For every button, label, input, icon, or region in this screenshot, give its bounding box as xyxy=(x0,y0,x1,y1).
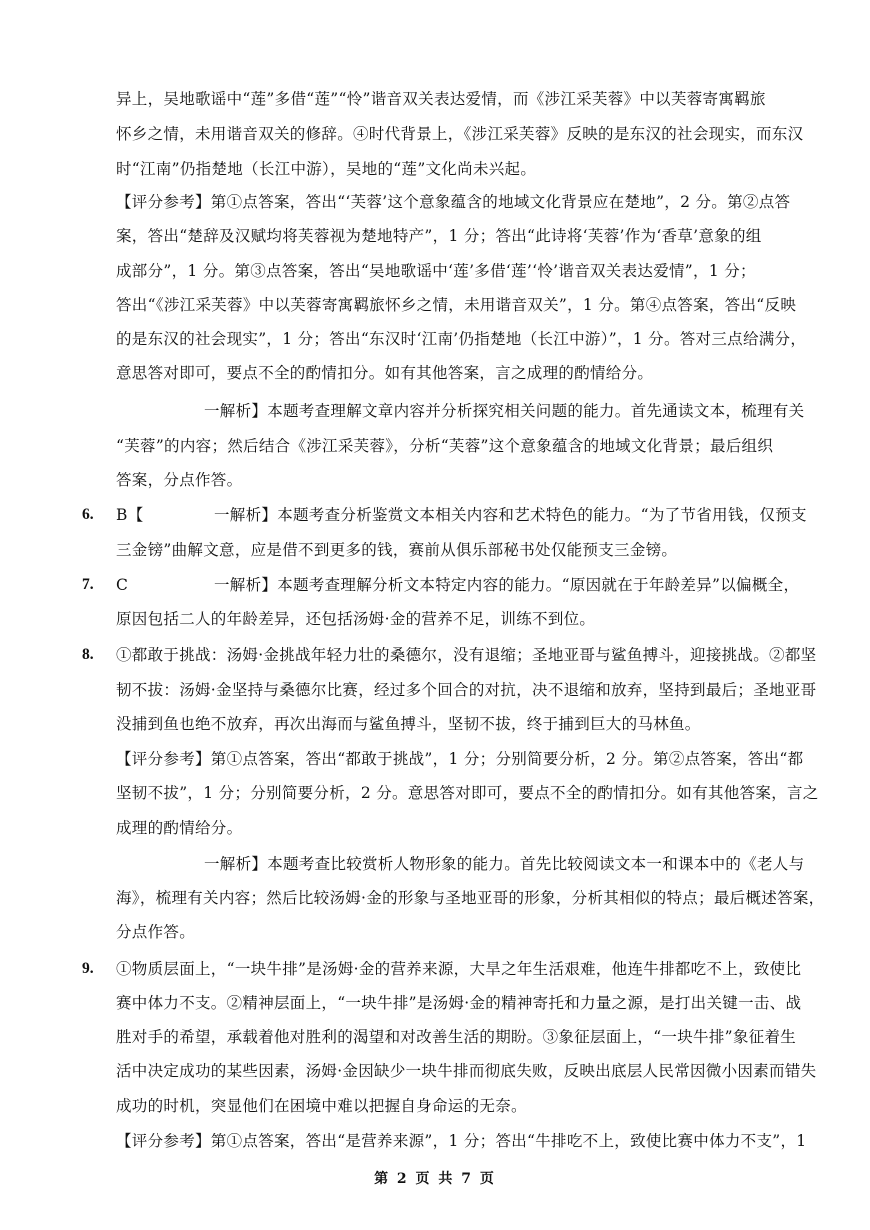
text-line: 分点作答。 xyxy=(116,923,196,941)
text-line: 异上，吴地歌谣中“莲”多借“莲”“怜”谐音双关表达爱情，而《涉江采芙蓉》中以芙蓉寄寓羁旅 xyxy=(116,90,766,108)
answer-letter: B【 xyxy=(116,506,144,524)
text-line: 一解析】本题考查理解分析文本特定内容的能力。“原因就在于年龄差异”以偏概全， xyxy=(214,576,800,594)
text-line: 【评分参考】第①点答案，答出“‘芙蓉’这个意象蕴含的地域文化背景应在楚地”，2 分。第②点答 xyxy=(116,193,791,211)
page-footer: 第 2 页 共 7 页 xyxy=(374,1171,496,1187)
text-line: 一解析】本题考查分析鉴赏文本相关内容和艺术特色的能力。“为了节省用钱，仅预支 xyxy=(214,506,807,524)
question-number: 9. xyxy=(82,960,94,977)
text-line: 意思答对即可，要点不全的酌情扣分。如有其他答案，言之成理的酌情给分。 xyxy=(116,364,654,382)
question-number: 8. xyxy=(82,646,94,663)
text-line: 活中决定成功的某些因素，汤姆·金因缺少一块牛排而彻底失败，反映出底层人民常因微小因素而错失 xyxy=(116,1062,817,1080)
text-line: 的是东汉的社会现实”，1 分；答出“东汉时‘江南’仍指楚地（长江中游）”，1 分。答对三点给满分， xyxy=(116,330,807,348)
text-line: 原因包括二人的年龄差异，还包括汤姆·金的营养不足，训练不到位。 xyxy=(116,610,596,628)
question-number: 7. xyxy=(82,576,94,593)
text-line: 答出“《涉江采芙蓉》中以芙蓉寄寓羁旅怀乡之情，未用谐音双关”，1 分。第④点答案，答出“反映 xyxy=(116,296,797,314)
text-line: 成部分”，1 分。第③点答案，答出“吴地歌谣中‘莲’多借‘莲’‘怜’谐音双关表达爱情”，1 分； xyxy=(116,262,756,280)
text-line: 没捕到鱼也绝不放弃，再次出海而与鲨鱼搏斗，坚韧不拔，终于捕到巨大的马林鱼。 xyxy=(116,715,701,733)
text-line: 三金镑”曲解文意，应是借不到更多的钱，赛前从俱乐部秘书处仅能预支三金镑。 xyxy=(116,541,678,559)
text-line: 坚韧不拔”，1 分；分别简要分析，2 分。意思答对即可，要点不全的酌情扣分。如有其他答案，言之 xyxy=(116,784,819,802)
text-line: 答案，分点作答。 xyxy=(116,471,243,489)
text-line: 一解析】本题考查比较赏析人物形象的能力。首先比较阅读文本一和课本中的《老人与 xyxy=(204,855,805,873)
text-line: 一解析】本题考查理解文章内容并分析探究相关问题的能力。首先通读文本，梳理有关 xyxy=(204,402,805,420)
text-line: 怀乡之情，未用谐音双关的修辞。④时代背景上，《涉江采芙蓉》反映的是东汉的社会现实，而东汉 xyxy=(116,125,804,143)
text-line: 胜对手的希望，承载着他对胜利的渴望和对改善生活的期盼。③象征层面上，“一块牛排”象征着生 xyxy=(116,1028,797,1046)
text-line: ①物质层面上，“一块牛排”是汤姆·金的营养来源，大旱之年生活艰难，他连牛排都吃不上，致使比 xyxy=(116,960,802,978)
text-line: 时“江南”仍指楚地（长江中游），吴地的“莲”文化尚未兴起。 xyxy=(116,160,537,178)
text-line: 成理的酌情给分。 xyxy=(116,819,243,837)
text-line: 成功的时机，突显他们在困境中难以把握自身命运的无奈。 xyxy=(116,1097,527,1115)
text-line: “芙蓉”的内容；然后结合《涉江采芙蓉》，分析“芙蓉”这个意象蕴含的地域文化背景；最后组织 xyxy=(116,437,774,455)
answer-letter: C xyxy=(116,576,129,594)
text-line: 案，答出“楚辞及汉赋均将芙蓉视为楚地特产”，1 分；答出“此诗将‘芙蓉’作为‘香草’意象的组 xyxy=(116,227,762,245)
question-number: 6. xyxy=(82,506,94,523)
text-line: 赛中体力不支。②精神层面上，“一块牛排”是汤姆·金的精神寄托和力量之源，是打出关键一击、战 xyxy=(116,994,802,1012)
text-line: ①都敢于挑战：汤姆·金挑战年轻力壮的桑德尔，没有退缩；圣地亚哥与鲨鱼搏斗，迎接挑战。②都坚 xyxy=(116,646,817,664)
text-line: 【评分参考】第①点答案，答出“都敢于挑战”，1 分；分别简要分析，2 分。第②点答案，答出“都 xyxy=(116,750,804,768)
text-line: 海》，梳理有关内容；然后比较汤姆·金的形象与圣地亚哥的形象，分析其相似的特点；最后概述答案， xyxy=(116,889,825,907)
text-line: 【评分参考】第①点答案，答出“是营养来源”，1 分；答出“牛排吃不上，致使比赛中体力不支”，1 xyxy=(116,1132,807,1150)
text-line: 韧不拔：汤姆·金坚持与桑德尔比赛，经过多个回合的对抗，决不退缩和放弃，坚持到最后；圣地亚哥 xyxy=(116,681,817,699)
